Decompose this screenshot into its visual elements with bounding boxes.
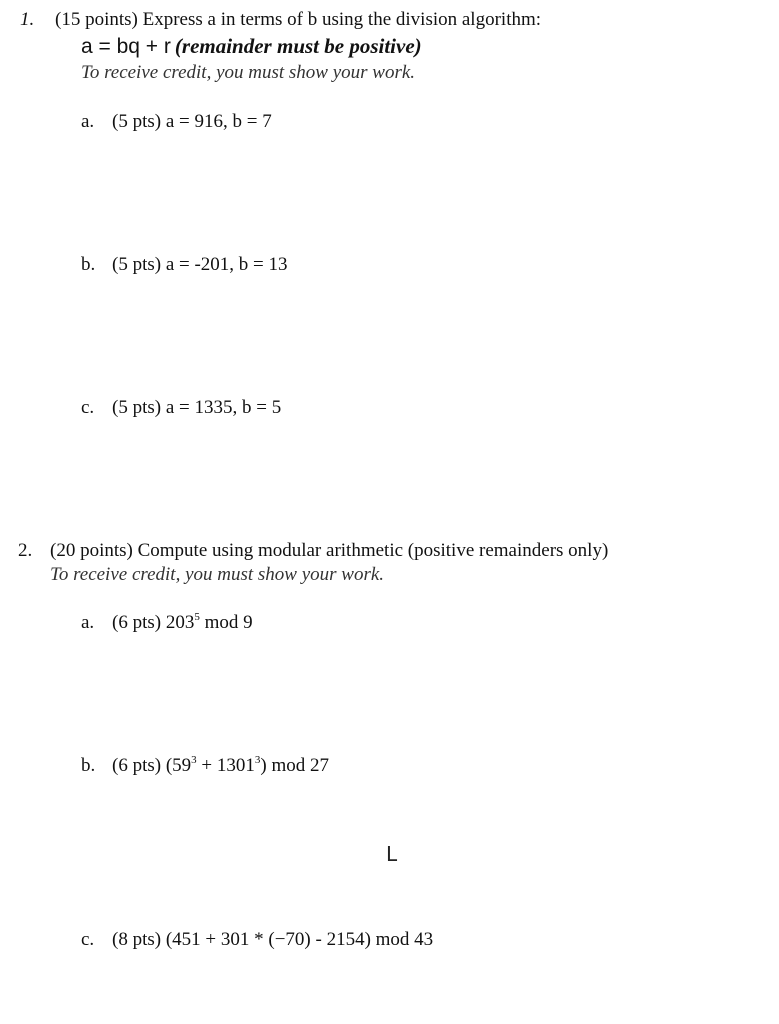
- q2-part-a-mod: mod 9: [199, 612, 253, 633]
- q1-heading: (15 points) Express a in terms of b using the division algorithm:: [55, 9, 542, 30]
- q2-part-b-base2: + 1301: [196, 755, 255, 776]
- q2-part-b-base1: (6 pts) (59: [112, 755, 192, 776]
- q1-part-c-text: (5 pts) a = 1335, b = 5: [112, 397, 282, 418]
- q2-number: 2.: [18, 540, 33, 561]
- q2-part-c-text: (8 pts) (451 + 301 * (−70) - 2154) mod 43: [112, 929, 434, 950]
- q1-instruction: To receive credit, you must show your work.: [81, 62, 416, 83]
- q2-part-b-mod: ) mod 27: [260, 755, 329, 776]
- q1-equation-note: (remainder must be positive): [174, 34, 422, 58]
- q2-part-c-label: c.: [81, 929, 95, 950]
- q1-part-b-text: (5 pts) a = -201, b = 13: [112, 254, 288, 275]
- q1-formula-line: [81, 34, 422, 59]
- handwritten-mark: L: [386, 842, 398, 866]
- q2-part-a-exponent: 5: [194, 611, 200, 623]
- q2-part-a-label: a.: [81, 612, 95, 633]
- q2-part-a-base: (6 pts) 203: [112, 612, 195, 633]
- q2-heading: (20 points) Compute using modular arithmetic (positive remainders only): [50, 540, 609, 561]
- q2-instruction: To receive credit, you must show your work.: [50, 564, 385, 585]
- q1-equation: a = bq + r: [81, 35, 171, 58]
- q1-part-a-text: (5 pts) a = 916, b = 7: [112, 111, 272, 132]
- q2-part-b-exponent1: 3: [191, 754, 197, 766]
- q2-part-b-label: b.: [81, 755, 96, 776]
- q1-part-a-label: a.: [81, 111, 95, 132]
- q2-part-b-text: [112, 755, 329, 777]
- q1-part-c-label: c.: [81, 397, 95, 418]
- q1-part-b-label: b.: [81, 254, 96, 275]
- q1-number: 1.: [20, 9, 35, 30]
- q2-part-b-exponent2: 3: [254, 754, 261, 766]
- q2-part-a-text: [112, 612, 253, 634]
